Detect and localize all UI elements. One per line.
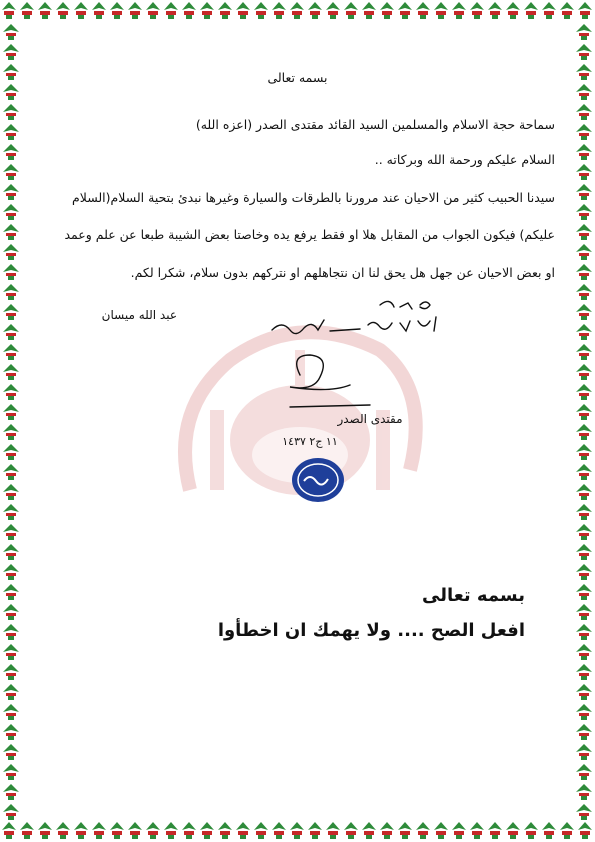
reply-date-text: ١١ ج٢ ١٤٣٧	[282, 435, 338, 448]
typed-reply-heading: بسمه تعالى	[422, 585, 525, 606]
recipient-line: سماحة حجة الاسلام والمسلمين السيد القائد مقتدى الصدر (اعزه الله)	[195, 117, 555, 132]
body-line-1: سيدنا الحبيب كثير من الاحيان عند مرورنا بالطرقات والسيارة وغيرها نبدئ بتحية السلام(السلام	[72, 190, 555, 205]
typed-reply-text: افعل الصح .... ولا يهمك ان اخطأوا	[217, 620, 525, 641]
handwritten-reply-with-seal	[260, 295, 450, 510]
decorative-border-bottom	[0, 820, 595, 842]
letter-heading: بسمه تعالى	[267, 70, 328, 85]
letter-body	[40, 70, 555, 330]
body-line-3: او بعض الاحيان عن جهل هل يحق لنا ان نتجاهلهم او نتركهم بدون سلام، شكرا لكم.	[130, 265, 555, 280]
reply-signature-text: مقتدى الصدر	[337, 412, 403, 426]
body-line-2: عليكم) فيكون الجواب من المقابل هلا او فقط يرفع يده وخاصتا بعض الشيبة طبعا عن علم وعمد	[64, 227, 555, 242]
decorative-border-top	[0, 0, 595, 22]
greeting-line: السلام عليكم ورحمة الله وبركاته ..	[374, 152, 555, 167]
decorative-border-right	[573, 22, 595, 820]
decorative-border-left	[0, 22, 22, 820]
sender-name: عبد الله ميسان	[101, 308, 177, 322]
